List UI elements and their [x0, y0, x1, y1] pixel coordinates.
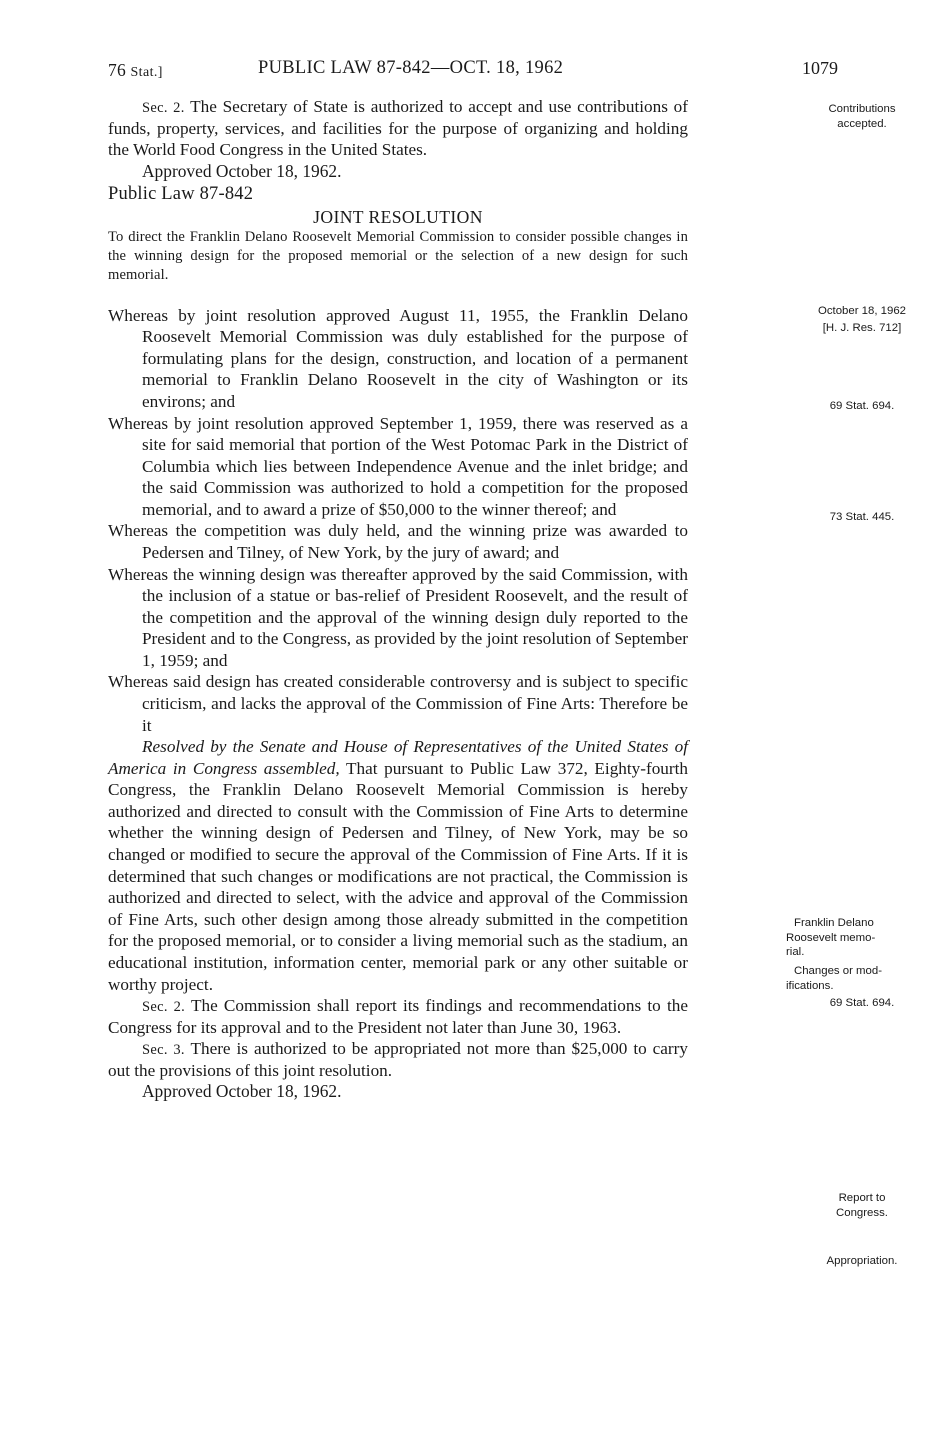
main-text-column: [108, 96, 688, 1103]
note-bill-number: [786, 321, 938, 336]
note-line: Changes or mod-: [794, 965, 883, 977]
running-head: [108, 58, 838, 82]
note-line: ifications.: [786, 979, 834, 992]
note-stat-694: [786, 399, 938, 414]
whereas-clauses: [108, 305, 688, 737]
sec3-text: There is authorized to be appropriated not more than $25,000 to carry out the provisions of this joint resolution.: [108, 1039, 688, 1080]
note-line: 69 Stat. 694.: [829, 997, 895, 1009]
whereas-clause: Whereas said design has created considerable controversy and is subject to specific criticism, and lacks the approval of the Commission of Fine Arts: Therefore be it: [108, 672, 688, 735]
public-law-heading: Public Law 87-842: [108, 183, 254, 204]
note-report: [786, 1191, 938, 1220]
resolved-paragraph: [108, 736, 688, 995]
note-appropriation: [786, 1254, 938, 1269]
page-number: 1079: [802, 58, 838, 78]
sec2-label: Sec. 2.: [142, 999, 186, 1016]
resolved-enacting-clause: Resolved by the Senate and House of Representatives of the United States of America in Congress assembled,: [108, 737, 688, 778]
note-stat-694-b: [786, 996, 938, 1011]
approved-line-bottom: Approved October 18, 1962.: [142, 1081, 342, 1102]
note-line: Roosevelt memo-: [786, 931, 876, 944]
body-sec3: [108, 1038, 688, 1081]
whereas-clause: Whereas the competition was duly held, and the winning prize was awarded to Pedersen and Tilney, of New York, by the jury of award; and: [108, 521, 688, 562]
note-line: 73 Stat. 445.: [829, 511, 895, 523]
resolved-body-text: That pursuant to Public Law 372, Eighty-fourth Congress, the Franklin Delano Roosevelt Memorial Commission is hereby authorized and directed to consult with the Commission of Fine Arts to determine whether the winning design of Pedersen and Tilney, of New York, may be so changed or modified to secure the approval of the Commission of Fine Arts. If it is determined that such changes or modifications are not practical, the Commission is authorized and directed to select, with the advice and approval of the Commission of Fine Arts, such other design among those already submitted in the competition for the proposed memorial, or to consider a living memorial such as the stadium, an educational institution, information center, memorial park or any other suitable or worthy project.: [108, 758, 688, 994]
note-line: rial.: [786, 946, 805, 959]
note-stat-445: [786, 510, 938, 525]
note-line: Appropriation.: [826, 1255, 898, 1267]
sec2-text: The Commission shall report its findings and recommendations to the Congress for its approval and to the President not later than June 30, 1963.: [108, 996, 688, 1037]
note-line: Contributions: [828, 103, 896, 115]
note-line: [H. J. Res. 712]: [822, 322, 902, 334]
whereas-clause: Whereas the winning design was thereafter approved by the said Commission, with the inclusion of a statue or bas-relief of President Roosevelt, and the result of the competition and the approval of the winning design duly reported to the President and to the Congress, as provided by the joint resolution of September 1, 1959; and: [108, 564, 688, 670]
note-line: 69 Stat. 694.: [829, 400, 895, 412]
body-sec2: [108, 995, 688, 1038]
note-contributions: [786, 102, 938, 131]
approved-line-top: Approved October 18, 1962.: [142, 160, 342, 181]
sec3-label: Sec. 3.: [142, 1042, 185, 1059]
note-line: Franklin Delano: [794, 917, 874, 929]
joint-resolution-title: JOINT RESOLUTION: [313, 206, 483, 227]
note-date: [786, 304, 938, 319]
joint-resolution-subtitle: To direct the Franklin Delano Roosevelt Memorial Commission to consider possible changes in the winning design for the proposed memorial or the selection of a new design for such memorial.: [108, 228, 688, 284]
note-line: accepted.: [837, 117, 887, 130]
note-line: October 18, 1962: [817, 305, 907, 317]
running-head-left: 76 Stat.]: [108, 60, 163, 80]
whereas-clause: Whereas by joint resolution approved August 11, 1955, the Franklin Delano Roosevelt Memorial Commission was duly established for the purpose of formulating plans for the design, construction, and location of a permanent memorial to Franklin Delano Roosevelt in the city of Washington or its environs; and: [108, 305, 688, 411]
running-head-title: PUBLIC LAW 87-842—OCT. 18, 1962: [258, 58, 564, 78]
whereas-clause: Whereas by joint resolution approved September 1, 1959, there was reserved as a site for said memorial that portion of the West Potomac Park in the District of Columbia which lies between Independence Avenue and the inlet bridge; and the said Commission was authorized to hold a competition for the proposed memorial, and to award a prize of $50,000 to the winner thereof; and: [108, 413, 688, 519]
note-line: Congress.: [836, 1206, 888, 1219]
sec2-label-top: Sec. 2.: [142, 100, 185, 116]
top-section-sec2: [108, 96, 688, 161]
sec2-text-top: The Secretary of State is authorized to accept and use contributions of funds, property, services, and facilities for the purpose of organizing and holding the World Food Congress in the United States.: [108, 97, 688, 160]
note-line: Report to: [838, 1192, 886, 1204]
note-changes: [786, 964, 938, 993]
note-memorial: [786, 916, 938, 960]
